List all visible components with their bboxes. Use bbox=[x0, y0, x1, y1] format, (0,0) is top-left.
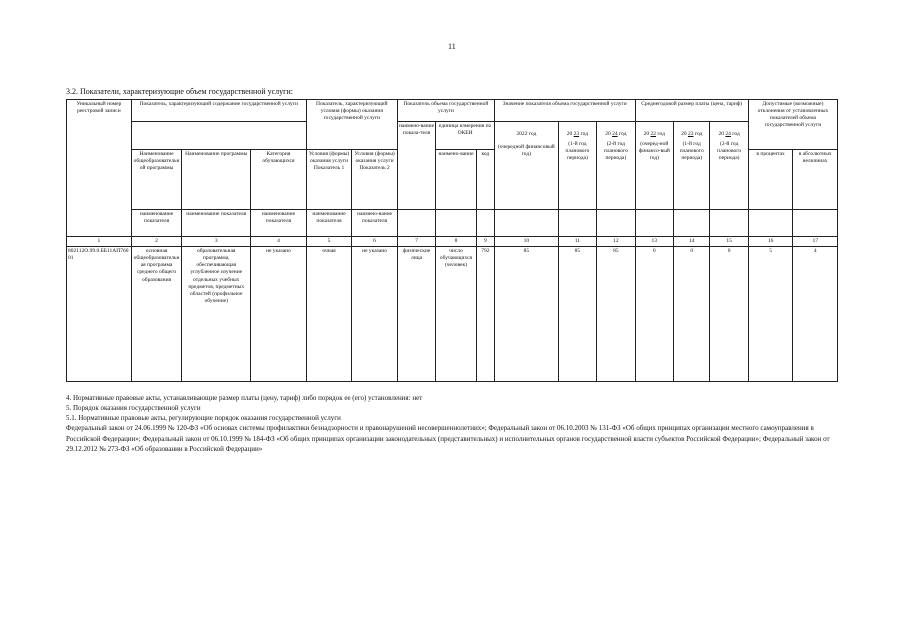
hdr-fee-2022 bbox=[635, 122, 673, 210]
hdr-unit-code: код bbox=[476, 150, 494, 210]
hdr-blank-13 bbox=[635, 210, 673, 237]
col-number: 9 bbox=[476, 237, 494, 247]
col-number: 16 bbox=[748, 237, 793, 247]
cell-program-name: образовательная программа, обеспечивающая углубленное изучение отдельных учебных предметов, предметных областей (профильное обучение) bbox=[182, 247, 251, 382]
hdr-sub-content-2: Наименование программы bbox=[182, 150, 251, 210]
col-number: 14 bbox=[674, 237, 710, 247]
hdr-sub-content-1: Наименование общеобразовательной программы bbox=[131, 150, 182, 210]
footer-line-3: 5.1. Нормативные правовые акты, регулирующие порядок оказания государственной услуги bbox=[66, 414, 341, 423]
cell-dev-abs: 4 bbox=[793, 247, 838, 382]
cell-code: 792 bbox=[476, 247, 494, 382]
hdr-year-2022-label: 2022 год bbox=[516, 131, 537, 137]
hdr-fee-2022-label: 20 22 год bbox=[643, 131, 665, 137]
hdr-fin-year: (очередной финансовый год) bbox=[497, 144, 555, 158]
hdr-indicator-name: наимено-вание показа-теля bbox=[397, 122, 435, 210]
footer-line-4: Федеральный закон от 24.06.1999 № 120-ФЗ «Об основах системы профилактики безнадзорности и правонарушений несовершеннолетних»; Федеральный закон от 06.10.2003 № 131-ФЗ «Об общих принципах организации местного самоуправления в Российской Федерации»; Федеральный закон от 06.10.1999 № 184-ФЗ «Об общих принципах организации законодательных (представительных) и исполнительных органов государственной власти субъектов Российской Федерации»; Федеральный закон от 29.12.2012 № 273-ФЗ «Об образовании в Российской Федерации» bbox=[66, 424, 830, 453]
col-number: 17 bbox=[793, 237, 838, 247]
cell-indicator: физические лица bbox=[397, 247, 435, 382]
hdr-blank-9 bbox=[476, 210, 494, 237]
table-row bbox=[67, 247, 838, 382]
col-number: 1 bbox=[67, 237, 132, 247]
hdr-name-of-indicator-3: наименование показателя bbox=[251, 210, 307, 237]
hdr-blank-11 bbox=[558, 210, 596, 237]
cell-dev-percent: 5 bbox=[748, 247, 793, 382]
hdr-name-of-indicator-1: наименование показателя bbox=[131, 210, 182, 237]
hdr-year-2024 bbox=[597, 122, 635, 210]
section-title: 3.2. Показатели, характеризующие объем государственной услуги: bbox=[66, 87, 293, 96]
hdr-unit-name: наимено-вание bbox=[436, 150, 476, 210]
hdr-unit-okei: единица измерения по ОКЕИ bbox=[436, 122, 495, 150]
hdr-year-2022 bbox=[494, 122, 558, 210]
cell-fee2024: 0 bbox=[710, 247, 748, 382]
hdr-fee-2024 bbox=[710, 122, 748, 210]
cell-form: очная bbox=[306, 247, 352, 382]
hdr-fee-2023 bbox=[674, 122, 710, 210]
footer-line-1: 4. Нормативные правовые акты, устанавливающие размер платы (цену, тариф) либо порядок ее (его) установления: нет bbox=[66, 394, 423, 402]
hdr-sub-content-3: Категория обучающихся bbox=[251, 150, 307, 210]
hdr-second-period: (2-й год планового периода) bbox=[603, 141, 628, 162]
col-number: 8 bbox=[436, 237, 476, 247]
col-number: 6 bbox=[352, 237, 398, 247]
hdr-name-of-indicator-5: наимено-вание показателя bbox=[352, 210, 398, 237]
col-number: 13 bbox=[635, 237, 673, 247]
hdr-name-of-indicator-4: наименование показателя bbox=[306, 210, 352, 237]
hdr-blank-7 bbox=[397, 210, 435, 237]
col-number: 11 bbox=[558, 237, 596, 247]
cell-registry: 802112О.99.0.ББ11АП76001 bbox=[67, 247, 132, 382]
hdr-fee-second-period: (2-й год планового периода) bbox=[717, 141, 742, 162]
column-numbers-row bbox=[67, 237, 838, 247]
hdr-in-percent: в процентах bbox=[748, 150, 793, 210]
hdr-blank-17 bbox=[793, 210, 838, 237]
col-number: 7 bbox=[397, 237, 435, 247]
hdr-avg-fee: Среднегодовой размер платы (цена, тариф) bbox=[635, 100, 748, 122]
page-number: 11 bbox=[448, 42, 456, 51]
col-number: 10 bbox=[494, 237, 558, 247]
col-number: 12 bbox=[597, 237, 635, 247]
hdr-year-2024-label: 20 24 год bbox=[605, 131, 627, 137]
hdr-blank-10 bbox=[494, 210, 558, 237]
cell-v2024: 85 bbox=[597, 247, 635, 382]
hdr-registry-number: Уникальный номер реестровой записи bbox=[67, 100, 132, 237]
cell-v2023: 85 bbox=[558, 247, 596, 382]
cell-fee2022: 0 bbox=[635, 247, 673, 382]
hdr-blank-15 bbox=[710, 210, 748, 237]
cell-form2: не указано bbox=[352, 247, 398, 382]
hdr-volume-indicator: Показатель объема государственной услуги bbox=[397, 100, 494, 122]
col-number: 2 bbox=[131, 237, 182, 247]
hdr-fee-first-period: (1-й год планового периода) bbox=[679, 141, 704, 162]
cell-v2022: 85 bbox=[494, 247, 558, 382]
hdr-name-of-indicator-2: наименование показателя bbox=[182, 210, 251, 237]
hdr-year-2023-label: 20 23 год bbox=[566, 131, 589, 137]
hdr-first-period: (1-й год планового периода) bbox=[565, 141, 590, 162]
hdr-conditions-indicator: Показатель, характеризующий условия (формы) оказания государственной услуги bbox=[306, 100, 397, 150]
hdr-year-2023 bbox=[558, 122, 596, 210]
hdr-volume-value: Значение показателя объема государственной услуги bbox=[494, 100, 635, 122]
volume-indicators-table bbox=[66, 99, 838, 382]
cell-program: основная общеобразовательная программа среднего общего образования bbox=[131, 247, 182, 382]
hdr-fee-2024-label: 20 24 год bbox=[718, 131, 740, 137]
hdr-fee-fin-year: (очеред-ной финансо-вый год) bbox=[638, 141, 670, 162]
col-number: 15 bbox=[710, 237, 748, 247]
hdr-allowed-deviation: Допустимые (возможные) отклонения от установленных показателей объема государственной услуги bbox=[748, 100, 837, 150]
hdr-fee-2023-label: 20 23 год bbox=[681, 131, 703, 137]
hdr-content-indicator: Показатель, характеризующий содержание государственной услуги bbox=[131, 100, 306, 122]
hdr-blank-14 bbox=[674, 210, 710, 237]
hdr-blank-12 bbox=[597, 210, 635, 237]
hdr-sub-cond-2: Условия (формы) оказания услуги Показатель 2 bbox=[352, 150, 398, 210]
footer-text bbox=[66, 393, 846, 454]
col-number: 4 bbox=[251, 237, 307, 247]
hdr-sub-cond-1: Условия (формы) оказания услуги Показатель 1 bbox=[306, 150, 352, 210]
col-number: 5 bbox=[306, 237, 352, 247]
hdr-content-spacer bbox=[131, 122, 306, 150]
col-number: 3 bbox=[182, 237, 251, 247]
cell-category: не указано bbox=[251, 247, 307, 382]
cell-unit: число обучающихся (человек) bbox=[436, 247, 476, 382]
footer-line-2: 5. Порядок оказания государственной услуги bbox=[66, 404, 201, 413]
hdr-blank-16 bbox=[748, 210, 793, 237]
cell-fee2023: 0 bbox=[674, 247, 710, 382]
hdr-blank-8 bbox=[436, 210, 476, 237]
hdr-in-absolute: в абсолютных величинах bbox=[793, 150, 838, 210]
